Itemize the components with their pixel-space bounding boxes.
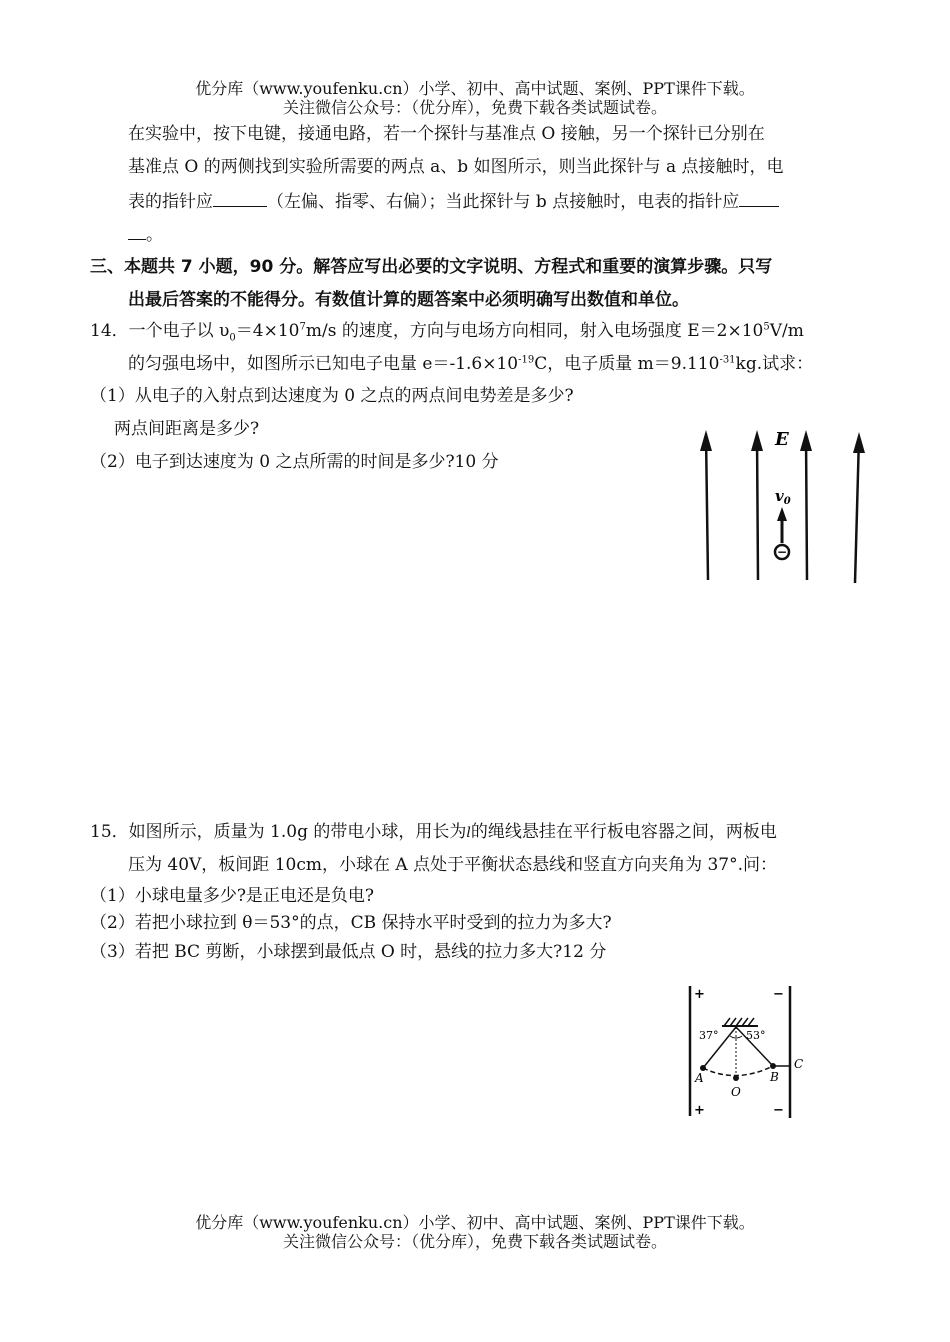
header-line-1: 优分库（www.youfenku.cn）小学、初中、高中试题、案例、PPT课件下载。: [195, 79, 755, 98]
label-o: O: [731, 1085, 741, 1099]
answer-blank-a: [213, 189, 267, 207]
q15-number: 15．: [90, 822, 129, 842]
q15-part-1: （1）小球电量多少?是正电还是负电?: [90, 886, 375, 906]
intro-line-3: [128, 189, 779, 213]
field-arrow-3: [800, 430, 812, 451]
field-arrow-1: [700, 430, 712, 451]
q14-sup-5: 5: [763, 321, 770, 333]
intro-line-4-end: 。: [146, 225, 163, 245]
label-c: C: [794, 1057, 804, 1071]
minus-bottom: −: [773, 1103, 784, 1118]
q14-text-2a: 的匀强电场中，如图所示已知电子电量 e＝-1.6×10: [128, 354, 519, 374]
answer-blank-b-end: [128, 222, 146, 240]
q14-sup-7: 7: [299, 321, 306, 333]
intro-line-3-a: 表的指针应: [128, 192, 213, 212]
angle-right-label: 53°: [746, 1029, 766, 1042]
q14-text-1a: 一个电子以 υ: [128, 321, 230, 341]
plus-top: +: [694, 987, 705, 1002]
field-line-1: [706, 435, 708, 580]
ball-o: [733, 1075, 739, 1081]
electron-sign: −: [776, 545, 788, 559]
field-line-3: [806, 435, 807, 580]
field-arrow-2: [751, 430, 763, 451]
velocity-label: $v_0$: [775, 487, 791, 507]
q14-field-figure: [695, 425, 875, 590]
q14-text-2b: C，电子质量 m＝9.110: [534, 354, 720, 374]
q14-sup-31: -31: [719, 354, 736, 366]
swing-path: [703, 1066, 773, 1076]
q14-part-1: （1）从电子的入射点到达速度为 0 之点的两点间电势差是多少?: [90, 386, 574, 406]
q15-part-3: （3）若把 BC 剪断，小球摆到最低点 O 时，悬线的拉力多大?12 分: [90, 942, 607, 962]
q15-line-1: [90, 821, 777, 844]
label-a: A: [695, 1071, 704, 1085]
q14-part-1b: 两点间距离是多少?: [114, 419, 260, 439]
intro-line-2: 基准点 O 的两侧找到实验所需要的两点 a、b 如图所示，则当此探针与 a 点接触时，电: [128, 157, 784, 177]
field-label-e: E: [775, 429, 789, 450]
header-line-2: 关注微信公众号：（优分库），免费下载各类试题试卷。: [282, 98, 667, 117]
q14-part-2: （2）电子到达速度为 0 之点所需的时间是多少?10 分: [90, 452, 499, 472]
minus-top: −: [773, 987, 784, 1002]
intro-line-3-b: （左偏、指零、右偏）；当此探针与 b 点接触时，电表的指针应: [267, 192, 740, 212]
field-arrow-4: [853, 432, 865, 453]
footer-line-1: 优分库（www.youfenku.cn）小学、初中、高中试题、案例、PPT课件下载。: [195, 1213, 755, 1232]
field-line-2: [757, 435, 758, 580]
support-hatch: [724, 1018, 754, 1026]
footer-line-2: 关注微信公众号：（优分库），免费下载各类试题试卷。: [282, 1232, 667, 1251]
section-3-line-1: 三、本题共 7 小题，90 分。解答应写出必要的文字说明、方程式和重要的演算步骤。只写: [90, 257, 773, 277]
angle-left-label: 37°: [699, 1029, 719, 1042]
velocity-arrowhead: [777, 507, 787, 521]
intro-line-4: [128, 222, 163, 246]
field-line-4: [855, 437, 859, 583]
q14-line-1: [90, 320, 804, 342]
q14-number: 14．: [90, 321, 129, 341]
plus-bottom: +: [694, 1103, 705, 1118]
q15-text-1b: 的绳线悬挂在平行板电容器之间，两板电: [470, 822, 777, 842]
q14-text-1b: ＝4×10: [235, 321, 300, 341]
q15-capacitor-figure: [680, 980, 810, 1125]
label-b: B: [770, 1070, 779, 1084]
q14-text-1d: V/m: [769, 321, 804, 341]
q14-line-2: [128, 353, 813, 375]
q15-part-2: （2）若把小球拉到 θ＝53°的点，CB 保持水平时受到的拉力为多大?: [90, 913, 612, 933]
q15-var-l: l: [466, 825, 471, 841]
q14-sup-19: -19: [518, 354, 535, 366]
q14-text-2c: kg.试求：: [735, 354, 814, 374]
q15-text-1a: 如图所示，质量为 1.0g 的带电小球，用长为: [128, 822, 467, 842]
q15-line-2: 压为 40V，板间距 10cm，小球在 A 点处于平衡状态悬线和竖直方向夹角为 37°.问：: [128, 855, 778, 875]
q14-text-1c: m/s 的速度，方向与电场方向相同，射入电场强度 E＝2×10: [305, 321, 764, 341]
q14-sub-0: 0: [229, 332, 236, 344]
intro-line-1: 在实验中，按下电键，接通电路，若一个探针与基准点 O 接触，另一个探针已分别在: [128, 124, 765, 144]
answer-blank-b-start: [739, 189, 779, 207]
section-3-line-2: 出最后答案的不能得分。有数值计算的题答案中必须明确写出数值和单位。: [128, 290, 689, 310]
